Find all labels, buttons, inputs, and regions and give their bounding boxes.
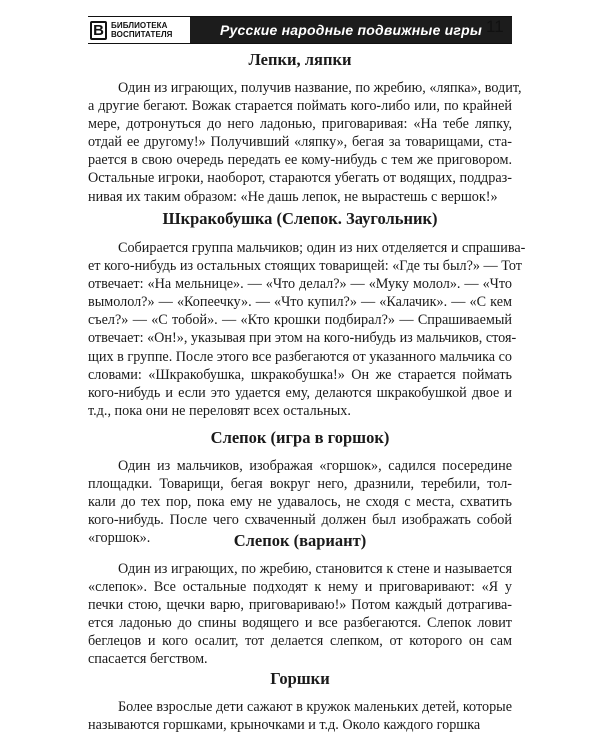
text-line: нивая их таким образом: «Не дашь лепок, не вырастешь с вершок!» (88, 188, 498, 205)
series-logo (88, 17, 190, 43)
text-line: называются горшками, крыночками и т.д. Около каждого горшка (88, 717, 481, 734)
text-line: «слепок». Все остальные подходят к нему и приговаривают: «Я у (88, 579, 512, 596)
text-line: кого-нибудь и если это удается ему, делаются шкракобушкой двое и (88, 384, 512, 401)
text-line: вымолол?» — «Копеечку». — «Что купил?» — «Калачик». — «С кем (88, 294, 512, 311)
text-line: ет кого-нибудь из остальных стоящих товарищей: «Где ты был?» — Тот (88, 258, 522, 275)
logo-letter-icon: В (90, 21, 107, 40)
page-number: 11 (486, 17, 504, 36)
section-paragraph (88, 79, 522, 206)
text-line: спасается бегством. (88, 651, 208, 668)
series-title: Русские народные подвижные игры (190, 17, 512, 43)
text-line: рается в свою очередь передать ее кому-нибудь с тем же приговором. (88, 152, 512, 169)
text-line: «горшок». (88, 530, 151, 547)
text-line: а другие бегают. Вожак старается поймать кого-либо или, по крайней (88, 98, 512, 115)
text-line: съел?» — «С тобой». — «Кто крошки подбирал?» — Спрашиваемый (88, 312, 512, 329)
section-paragraph (88, 560, 512, 669)
text-line: ется ладонью до спины водящего и все разбегаются. Слепок ловит (88, 615, 512, 632)
section-title: Лепки, ляпки (248, 50, 352, 69)
text-line: беглецов и кого осалит, тот делается слепком, от которого он сам (88, 633, 512, 650)
section-title: Шкракобушка (Слепок. Заугольник) (162, 209, 438, 228)
logo-line-2: ВОСПИТАТЕЛЯ (111, 30, 173, 39)
section-title: Слепок (вариант) (233, 531, 367, 550)
text-line: Остальные игроки, наоборот, стараются убегать от водящих, поддраз- (88, 170, 512, 187)
text-line: Один из играющих, по жребию, становится к стене и называется (118, 561, 512, 577)
section-title: Слепок (игра в горшок) (210, 428, 390, 447)
logo-text (111, 21, 173, 39)
text-line: отвечает: «На мельнице». — «Что делал?» — «Муку молол». — «Что (88, 276, 512, 293)
section-paragraph (88, 239, 526, 420)
section-title: Горшки (270, 669, 330, 688)
text-line: Один из мальчиков, изображая «горшок», садился посередине (118, 458, 512, 474)
text-line: Более взрослые дети сажают в кружок маленьких детей, которые (118, 699, 512, 715)
text-line: кого-нибудь. После чего схваченный должен был изображать собой (88, 512, 512, 529)
text-line: мере, дотронуться до него ладонью, приговаривая: «На тебе ляпку, (88, 116, 512, 133)
text-line: печки стою, щечки варю, приговариваю!» Потом каждый дотрагива- (88, 597, 512, 614)
text-line: т.д., пока они не переловят всех остальных. (88, 402, 351, 419)
text-line: отвечает: «Он!», указывая при этом на кого-нибудь из мальчиков, стоя- (88, 330, 517, 347)
text-line: Один из играющих, получив название, по жребию, «ляпка», водит, (118, 80, 522, 96)
text-line: щих в группе. После этого все разбегаются от указанного мальчика со (88, 348, 512, 365)
text-line: отдай ее другому!» Получивший «ляпку», бегая за товарищами, ста- (88, 134, 512, 151)
text-line: Собирается группа мальчиков; один из них отделяется и спрашива- (118, 240, 526, 256)
text-line: словами: «Шкракобушка, шкракобушка!» Он же старается поймать (88, 366, 512, 383)
text-line: площадки. Товарищи, бегая вокруг него, дразнили, теребили, тол- (88, 476, 512, 493)
text-line: кали до тех пор, пока ему не удавалось, не сходя с места, схватить (88, 494, 512, 511)
logo-line-1: БИБЛИОТЕКА (111, 21, 168, 30)
section-paragraph (88, 698, 512, 734)
running-header (88, 16, 512, 44)
